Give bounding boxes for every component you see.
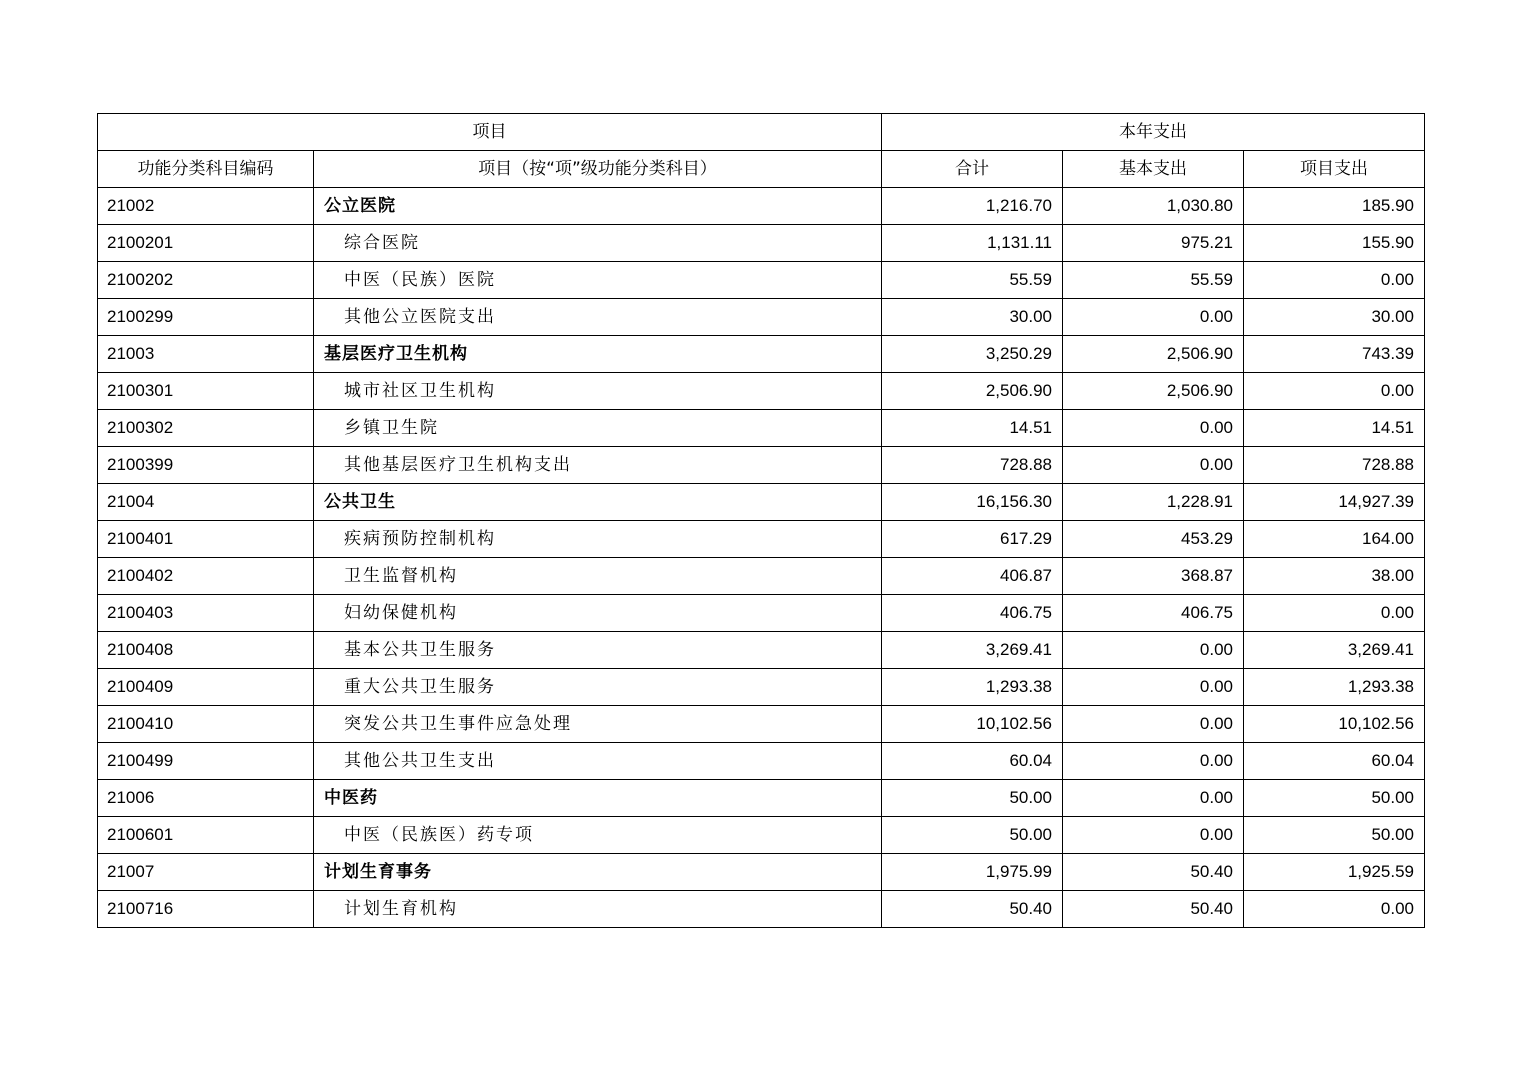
cell-project: 0.00 [1244,595,1425,632]
header-total: 合计 [882,151,1063,188]
cell-code: 2100301 [98,373,314,410]
cell-code: 2100202 [98,262,314,299]
cell-code: 21003 [98,336,314,373]
cell-total: 617.29 [882,521,1063,558]
cell-item-name: 其他公立医院支出 [314,299,882,336]
table-row [98,558,1425,595]
cell-total: 50.40 [882,891,1063,928]
cell-code: 2100403 [98,595,314,632]
cell-total: 1,293.38 [882,669,1063,706]
cell-project: 30.00 [1244,299,1425,336]
table-row [98,780,1425,817]
cell-project: 60.04 [1244,743,1425,780]
cell-basic: 975.21 [1063,225,1244,262]
table-row [98,188,1425,225]
cell-total: 3,250.29 [882,336,1063,373]
cell-project: 185.90 [1244,188,1425,225]
cell-code: 21006 [98,780,314,817]
cell-code: 2100499 [98,743,314,780]
cell-code: 2100409 [98,669,314,706]
table-row [98,891,1425,928]
table-row [98,743,1425,780]
table-row [98,669,1425,706]
cell-project: 38.00 [1244,558,1425,595]
cell-total: 406.75 [882,595,1063,632]
header-project: 项目 [98,114,882,151]
cell-total: 406.87 [882,558,1063,595]
table-row [98,373,1425,410]
table-row [98,262,1425,299]
cell-basic: 453.29 [1063,521,1244,558]
cell-total: 728.88 [882,447,1063,484]
cell-item-name: 城市社区卫生机构 [314,373,882,410]
table-row [98,521,1425,558]
header-row-2 [98,151,1425,188]
cell-item-name: 卫生监督机构 [314,558,882,595]
cell-item-name: 中医（民族）医院 [314,262,882,299]
header-project-exp: 项目支出 [1244,151,1425,188]
table-row [98,225,1425,262]
cell-item-name: 乡镇卫生院 [314,410,882,447]
cell-item-name: 计划生育事务 [314,854,882,891]
cell-item-name: 其他公共卫生支出 [314,743,882,780]
cell-code: 21007 [98,854,314,891]
header-current-year-expenditure: 本年支出 [882,114,1425,151]
cell-item-name: 其他基层医疗卫生机构支出 [314,447,882,484]
header-item-name: 项目（按“项”级功能分类科目） [314,151,882,188]
cell-basic: 0.00 [1063,669,1244,706]
cell-item-name: 重大公共卫生服务 [314,669,882,706]
cell-item-name: 公共卫生 [314,484,882,521]
header-code: 功能分类科目编码 [98,151,314,188]
table-row [98,484,1425,521]
cell-basic: 2,506.90 [1063,336,1244,373]
cell-item-name: 基层医疗卫生机构 [314,336,882,373]
cell-project: 155.90 [1244,225,1425,262]
cell-total: 1,216.70 [882,188,1063,225]
cell-project: 1,925.59 [1244,854,1425,891]
table-row [98,447,1425,484]
cell-item-name: 中医（民族医）药专项 [314,817,882,854]
cell-code: 2100302 [98,410,314,447]
cell-basic: 0.00 [1063,447,1244,484]
cell-code: 2100408 [98,632,314,669]
cell-basic: 0.00 [1063,780,1244,817]
cell-total: 55.59 [882,262,1063,299]
cell-basic: 0.00 [1063,632,1244,669]
cell-basic: 0.00 [1063,299,1244,336]
cell-total: 50.00 [882,817,1063,854]
cell-basic: 55.59 [1063,262,1244,299]
cell-project: 728.88 [1244,447,1425,484]
cell-project: 10,102.56 [1244,706,1425,743]
cell-basic: 0.00 [1063,706,1244,743]
budget-expenditure-table [97,113,1425,928]
cell-project: 14.51 [1244,410,1425,447]
table-row [98,410,1425,447]
cell-basic: 50.40 [1063,854,1244,891]
cell-total: 2,506.90 [882,373,1063,410]
table-row [98,817,1425,854]
table-row [98,632,1425,669]
cell-total: 3,269.41 [882,632,1063,669]
cell-basic: 406.75 [1063,595,1244,632]
cell-code: 2100402 [98,558,314,595]
cell-item-name: 基本公共卫生服务 [314,632,882,669]
cell-total: 1,131.11 [882,225,1063,262]
cell-item-name: 疾病预防控制机构 [314,521,882,558]
header-row-1 [98,114,1425,151]
cell-basic: 368.87 [1063,558,1244,595]
cell-basic: 2,506.90 [1063,373,1244,410]
cell-item-name: 公立医院 [314,188,882,225]
cell-project: 0.00 [1244,891,1425,928]
cell-code: 2100299 [98,299,314,336]
cell-total: 16,156.30 [882,484,1063,521]
cell-project: 3,269.41 [1244,632,1425,669]
cell-basic: 0.00 [1063,410,1244,447]
cell-project: 50.00 [1244,780,1425,817]
table-row [98,299,1425,336]
cell-basic: 0.00 [1063,817,1244,854]
cell-code: 2100601 [98,817,314,854]
cell-item-name: 综合医院 [314,225,882,262]
cell-code: 2100716 [98,891,314,928]
header-basic: 基本支出 [1063,151,1244,188]
cell-code: 2100401 [98,521,314,558]
cell-total: 30.00 [882,299,1063,336]
cell-project: 164.00 [1244,521,1425,558]
cell-item-name: 计划生育机构 [314,891,882,928]
cell-total: 14.51 [882,410,1063,447]
cell-basic: 50.40 [1063,891,1244,928]
table-row [98,706,1425,743]
cell-project: 50.00 [1244,817,1425,854]
cell-basic: 1,228.91 [1063,484,1244,521]
cell-total: 1,975.99 [882,854,1063,891]
cell-code: 21002 [98,188,314,225]
cell-code: 2100399 [98,447,314,484]
cell-item-name: 妇幼保健机构 [314,595,882,632]
table-row [98,336,1425,373]
cell-project: 14,927.39 [1244,484,1425,521]
table-row [98,854,1425,891]
cell-total: 50.00 [882,780,1063,817]
cell-project: 1,293.38 [1244,669,1425,706]
cell-code: 21004 [98,484,314,521]
cell-total: 60.04 [882,743,1063,780]
cell-total: 10,102.56 [882,706,1063,743]
cell-project: 0.00 [1244,373,1425,410]
cell-code: 2100201 [98,225,314,262]
cell-project: 743.39 [1244,336,1425,373]
cell-code: 2100410 [98,706,314,743]
cell-item-name: 中医药 [314,780,882,817]
cell-basic: 0.00 [1063,743,1244,780]
cell-project: 0.00 [1244,262,1425,299]
cell-item-name: 突发公共卫生事件应急处理 [314,706,882,743]
table-row [98,595,1425,632]
cell-basic: 1,030.80 [1063,188,1244,225]
